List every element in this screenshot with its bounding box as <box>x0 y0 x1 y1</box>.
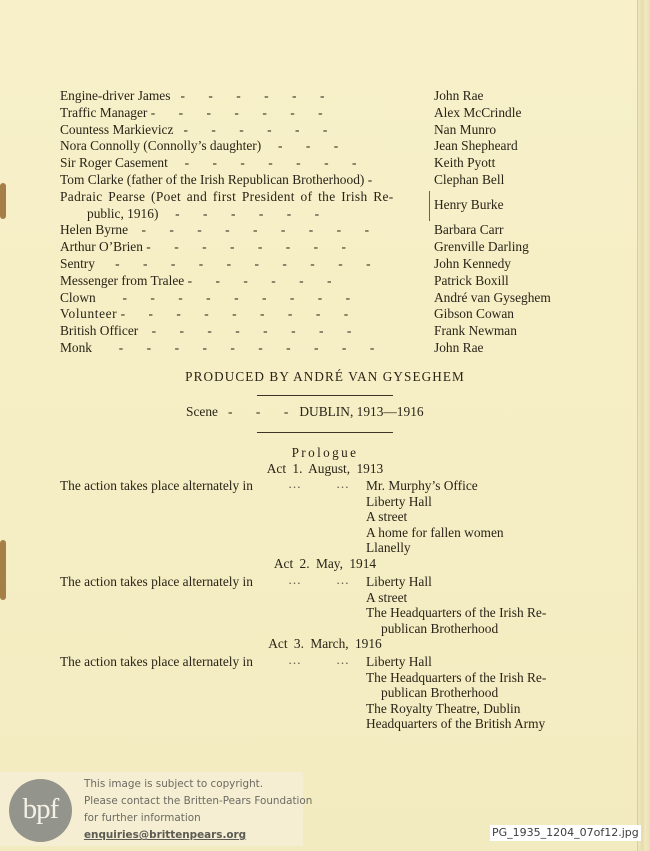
place: Llanelly <box>366 540 411 556</box>
cast-row <box>60 138 600 155</box>
role-name: Messenger from Tralee <box>60 272 185 288</box>
act-heading: Act 3. March, 1916 <box>268 636 382 651</box>
copyright-line: for further information <box>84 812 201 824</box>
actor-name: Frank Newman <box>434 323 517 339</box>
leader-dashes: - - - - - - <box>187 272 332 288</box>
bpf-logo: bpf <box>9 779 72 842</box>
cast-row <box>60 222 600 239</box>
copyright-line: Please contact the Britten-Pears Foundation <box>84 795 313 807</box>
producer-credit: PRODUCED BY ANDRÉ VAN GYSEGHEM <box>185 369 465 384</box>
actor-name: Keith Pyott <box>434 155 496 171</box>
place: Liberty Hall <box>366 654 432 669</box>
actor-name: Nan Munro <box>434 121 497 137</box>
leader-dashes: - <box>367 171 373 187</box>
actor-name: Henry Burke <box>434 196 504 212</box>
leader-dashes: - - - <box>228 404 289 419</box>
email-link[interactable]: enquiries@brittenpears.org <box>84 829 247 841</box>
divider <box>257 395 393 396</box>
leader-dashes: - - - - - - - <box>184 155 357 171</box>
place: Liberty Hall <box>366 493 432 509</box>
act-heading: Act 1. August, 1913 <box>266 461 384 476</box>
actor-name: Jean Shepheard <box>434 138 518 154</box>
scene-line <box>186 404 424 420</box>
leader-dashes: - - - - - - - - <box>151 323 352 339</box>
actor-name: Gibson Cowan <box>434 306 514 322</box>
cast-row <box>60 105 600 122</box>
act-heading: Act 2. May, 1914 <box>273 556 377 571</box>
actor-name: Grenville Darling <box>434 239 529 255</box>
cast-row <box>60 172 600 189</box>
actor-name: John Rae <box>434 88 484 103</box>
place: Liberty Hall <box>366 574 432 589</box>
role-name-continued: public, 1916) <box>87 205 159 221</box>
places-list <box>366 654 546 732</box>
leader-dashes: - - - - - - - - - <box>141 222 370 238</box>
role-name: Engine-driver James <box>60 88 171 103</box>
role-name: Sir Roger Casement <box>60 155 168 171</box>
role-name: Clown <box>60 289 96 305</box>
place: The Headquarters of the Irish Re- <box>366 605 547 621</box>
leader-dashes: - - - - - - - - - <box>122 289 351 305</box>
leader-dashes: - - - - - - <box>183 121 328 137</box>
filename-label: PG_1935_1204_07of12.jpg <box>492 826 639 839</box>
leader-dashes: - - - - - - - - <box>146 239 347 255</box>
cast-row <box>60 88 600 105</box>
place: Mr. Murphy’s Office <box>366 478 478 493</box>
action-text: The action takes place alternately in <box>60 574 253 589</box>
role-name: Volunteer <box>60 306 118 322</box>
places-list <box>366 574 546 636</box>
actor-name: Clephan Bell <box>434 171 505 187</box>
cast-row <box>60 256 600 273</box>
cast-row <box>60 306 600 323</box>
ellipsis: … <box>288 476 301 491</box>
cast-row <box>60 122 600 139</box>
leader-dashes: - - - - - - - <box>150 104 323 120</box>
role-name: Tom Clarke (father of the Irish Republican Brotherhood) <box>60 171 365 187</box>
cast-row <box>60 290 600 307</box>
place: The Royalty Theatre, Dublin <box>366 700 521 716</box>
scene-value: DUBLIN, 1913—1916 <box>299 404 424 419</box>
cast-row <box>60 155 600 172</box>
place-continued: publican Brotherhood <box>381 685 499 701</box>
leader-dashes: - - - - - - - - - <box>120 306 349 322</box>
leader-dashes: - - - - - - <box>175 205 320 221</box>
copyright-line: This image is subject to copyright. <box>84 778 264 790</box>
place: A home for fallen women <box>366 524 504 540</box>
actor-name: André van Gyseghem <box>434 289 551 305</box>
place: The Headquarters of the Irish Re- <box>366 669 547 685</box>
action-text: The action takes place alternately in <box>60 478 253 493</box>
place: A street <box>366 509 408 525</box>
role-name: Traffic Manager <box>60 104 148 120</box>
cast-row <box>60 323 600 340</box>
actor-name: John Kennedy <box>434 255 511 271</box>
leader-dashes: - - - - - - - - - - <box>115 255 371 271</box>
prologue-heading: Prologue <box>291 445 359 460</box>
copyright-notice <box>84 776 312 844</box>
ellipsis: … <box>336 572 349 587</box>
role-name: Countess Markievicz <box>60 121 174 137</box>
ellipsis: … <box>336 476 349 491</box>
action-text: The action takes place alternately in <box>60 654 253 669</box>
role-name: Sentry <box>60 255 95 271</box>
ellipsis: … <box>288 572 301 587</box>
page-edge <box>637 0 650 851</box>
cast-row <box>60 189 600 223</box>
role-name: British Officer <box>60 323 139 339</box>
role-name: Padraic Pearse (Poet and first President of the Irish Re- <box>60 188 394 204</box>
role-name: Helen Byrne <box>60 222 129 238</box>
cast-row <box>60 340 600 357</box>
places-list <box>366 478 504 556</box>
ellipsis: … <box>336 652 349 667</box>
page-stain <box>0 183 6 219</box>
actor-name: Barbara Carr <box>434 222 504 238</box>
actor-name: Patrick Boxill <box>434 272 509 288</box>
cast-list <box>60 88 600 357</box>
cast-row <box>60 273 600 290</box>
leader-dashes: - - - - - - <box>180 88 325 103</box>
role-name: Monk <box>60 339 92 355</box>
place-continued: publican Brotherhood <box>381 620 499 636</box>
place: A street <box>366 589 408 605</box>
scene-label: Scene <box>186 404 218 419</box>
actor-name: Alex McCrindle <box>434 104 522 120</box>
place: Headquarters of the British Army <box>366 716 546 732</box>
cast-row <box>60 239 600 256</box>
actor-name: John Rae <box>434 339 484 355</box>
role-name: Nora Connolly (Connolly’s daughter) <box>60 138 262 154</box>
leader-dashes: - - - - - - - - - - <box>118 339 375 355</box>
role-name: Arthur O’Brien <box>60 239 143 255</box>
ellipsis: … <box>288 652 301 667</box>
leader-dashes: - - - <box>277 138 339 154</box>
divider <box>257 432 393 433</box>
brace <box>425 191 430 221</box>
